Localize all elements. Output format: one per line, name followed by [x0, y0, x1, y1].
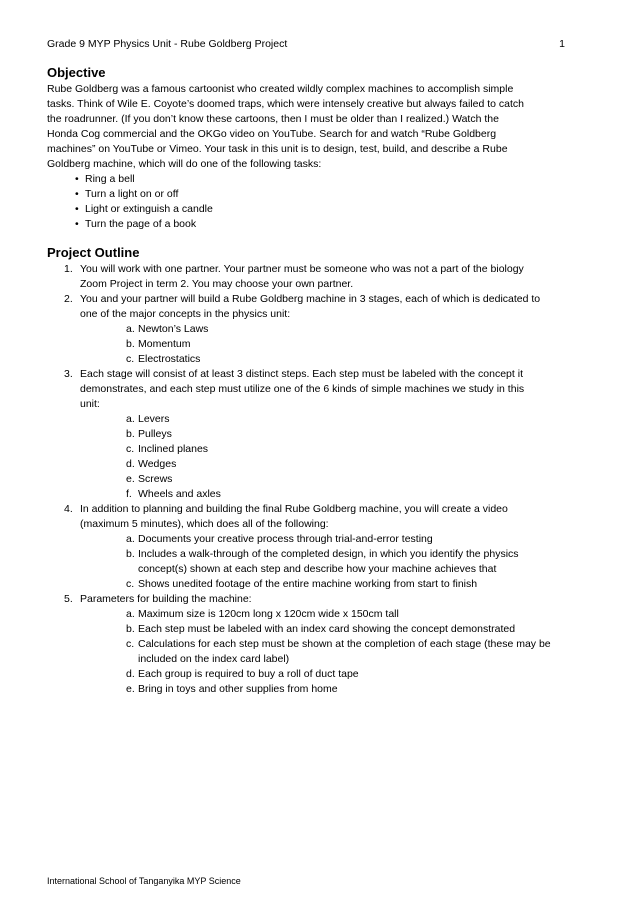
outline-subitem-letter: d.: [126, 668, 135, 680]
outline-subitem-text: Newton’s Laws: [138, 323, 209, 335]
outline-subitem-text: Each group is required to buy a roll of duct tape: [138, 668, 359, 680]
outline-sublist: [80, 322, 597, 367]
outline-subitem-text: Bring in toys and other supplies from home: [138, 683, 338, 695]
outline-subitem-text: included on the index card label): [138, 653, 290, 665]
outline-subitem-letter: b.: [126, 623, 135, 635]
outline-subitem-text: Calculations for each step must be shown at the completion of each stage (these may be: [138, 638, 551, 650]
outline-sublist: [80, 412, 597, 502]
outline-subitem: [126, 487, 597, 502]
outline-item: [64, 262, 597, 292]
outline-subitem: [126, 352, 597, 367]
outline-subitem: [126, 322, 597, 337]
outline-subitem-letter: b.: [126, 428, 135, 440]
outline-subitem-letter: c.: [126, 443, 135, 455]
outline-subitem: [126, 412, 597, 427]
task-item: • Light or extinguish a candle: [75, 202, 597, 217]
outline-item-text: You and your partner will build a Rube Goldberg machine in 3 stages, each of which is dedicated to: [80, 293, 541, 305]
outline-subitem-text: Levers: [138, 413, 170, 425]
objective-line: Rube Goldberg was a famous cartoonist who created wildly complex machines to accomplish simple: [47, 83, 514, 95]
outline-sublist: [80, 607, 597, 697]
outline-subitem-text: Wheels and axles: [138, 488, 221, 500]
outline-subitem: [126, 442, 597, 457]
outline-subitem-text: Shows unedited footage of the entire machine working from start to finish: [138, 578, 478, 590]
outline-subitem-letter: c.: [126, 353, 135, 365]
outline-item-number: 4.: [64, 503, 73, 515]
outline-subitem: [126, 532, 597, 547]
page-footer: [47, 876, 241, 887]
outline-item-text: unit:: [80, 398, 100, 410]
outline-subitem-letter: d.: [126, 458, 135, 470]
header-title: Grade 9 MYP Physics Unit - Rube Goldberg Project: [47, 38, 288, 50]
outline-subitem: [126, 547, 597, 577]
outline-item-text: You will work with one partner. Your partner must be someone who was not a part of the biology: [80, 263, 524, 275]
outline-subitem-text: Momentum: [138, 338, 191, 350]
outline-subitem-letter: e.: [126, 683, 135, 695]
page-number: 1: [559, 38, 565, 50]
outline-sublist: [80, 532, 597, 592]
outline-subitem-text: Wedges: [138, 458, 177, 470]
outline-item-text: Parameters for building the machine:: [80, 593, 252, 605]
page-header: [47, 38, 565, 50]
outline-item: [64, 592, 597, 697]
outline-item-text: Each stage will consist of at least 3 distinct steps. Each step must be labeled with the concept it: [80, 368, 523, 380]
outline-subitem-letter: b.: [126, 338, 135, 350]
outline-item-text: one of the major concepts in the physics unit:: [80, 308, 291, 320]
outline-item-text: In addition to planning and building the final Rube Goldberg machine, you will create a video: [80, 503, 508, 515]
outline-subitem: [126, 607, 597, 622]
outline-item: [64, 367, 597, 502]
outline-subitem-letter: c.: [126, 578, 135, 590]
outline-list: [47, 262, 597, 697]
outline-item-number: 5.: [64, 593, 73, 605]
outline-subitem-letter: a.: [126, 323, 135, 335]
outline-subitem: [126, 472, 597, 487]
outline-item: [64, 502, 597, 592]
outline-item-text: Zoom Project in term 2. You may choose your own partner.: [80, 278, 354, 290]
outline-item-number: 2.: [64, 293, 73, 305]
outline-subitem-letter: a.: [126, 533, 135, 545]
outline-subitem-letter: a.: [126, 413, 135, 425]
task-list: [47, 172, 597, 232]
outline-subitem: [126, 337, 597, 352]
outline-subitem: [126, 682, 597, 697]
objective-line: Goldberg machine, which will do one of the following tasks:: [47, 158, 322, 170]
outline-subitem-text: Includes a walk-through of the completed design, in which you identify the physics: [138, 548, 519, 560]
outline-subitem: [126, 667, 597, 682]
outline-item: [64, 292, 597, 367]
outline-subitem-text: Pulleys: [138, 428, 172, 440]
outline-item-number: 3.: [64, 368, 73, 380]
outline-subitem: [126, 637, 597, 667]
outline-subitem: [126, 457, 597, 472]
task-item: • Ring a bell: [75, 172, 597, 187]
outline-subitem-text: Inclined planes: [138, 443, 209, 455]
task-item: • Turn the page of a book: [75, 217, 597, 232]
outline-subitem-text: Each step must be labeled with an index card showing the concept demonstrated: [138, 623, 516, 635]
objective-line: the roadrunner. (If you don’t know these cartoons, then I must be older than I realized.) Watch the: [47, 113, 499, 125]
outline-subitem-letter: f.: [126, 488, 132, 500]
objective-section: [47, 64, 597, 232]
outline-subitem-text: Screws: [138, 473, 173, 485]
outline-heading: Project Outline: [47, 245, 140, 260]
outline-subitem: [126, 622, 597, 637]
outline-subitem-text: Maximum size is 120cm long x 120cm wide x 150cm tall: [138, 608, 399, 620]
footer-text: International School of Tanganyika MYP Science: [47, 876, 241, 886]
outline-subitem-letter: e.: [126, 473, 135, 485]
outline-subitem-letter: b.: [126, 548, 135, 560]
objective-line: machines” on YouTube or Vimeo. Your task in this unit is to design, test, build, and describe a Rube: [47, 143, 508, 155]
outline-item-text: (maximum 5 minutes), which does all of the following:: [80, 518, 329, 530]
task-item: • Turn a light on or off: [75, 187, 597, 202]
outline-subitem: [126, 577, 597, 592]
outline-item-text: demonstrates, and each step must utilize one of the 6 kinds of simple machines we study in this: [80, 383, 525, 395]
project-outline-section: [47, 244, 597, 697]
objective-paragraph: [47, 82, 597, 172]
objective-line: Honda Cog commercial and the OKGo video on YouTube. Search for and watch “Rube Goldberg: [47, 128, 497, 140]
outline-subitem: [126, 427, 597, 442]
outline-subitem-text: Documents your creative process through trial-and-error testing: [138, 533, 433, 545]
objective-line: tasks. Think of Wile E. Coyote’s doomed traps, which were intensely creative but always failed to catch: [47, 98, 525, 110]
outline-item-number: 1.: [64, 263, 73, 275]
outline-subitem-text: Electrostatics: [138, 353, 201, 365]
outline-subitem-text: concept(s) shown at each step and describe how your machine achieves that: [138, 563, 497, 575]
objective-heading: Objective: [47, 65, 106, 80]
page-content: [47, 64, 597, 697]
outline-subitem-letter: a.: [126, 608, 135, 620]
outline-subitem-letter: c.: [126, 638, 135, 650]
